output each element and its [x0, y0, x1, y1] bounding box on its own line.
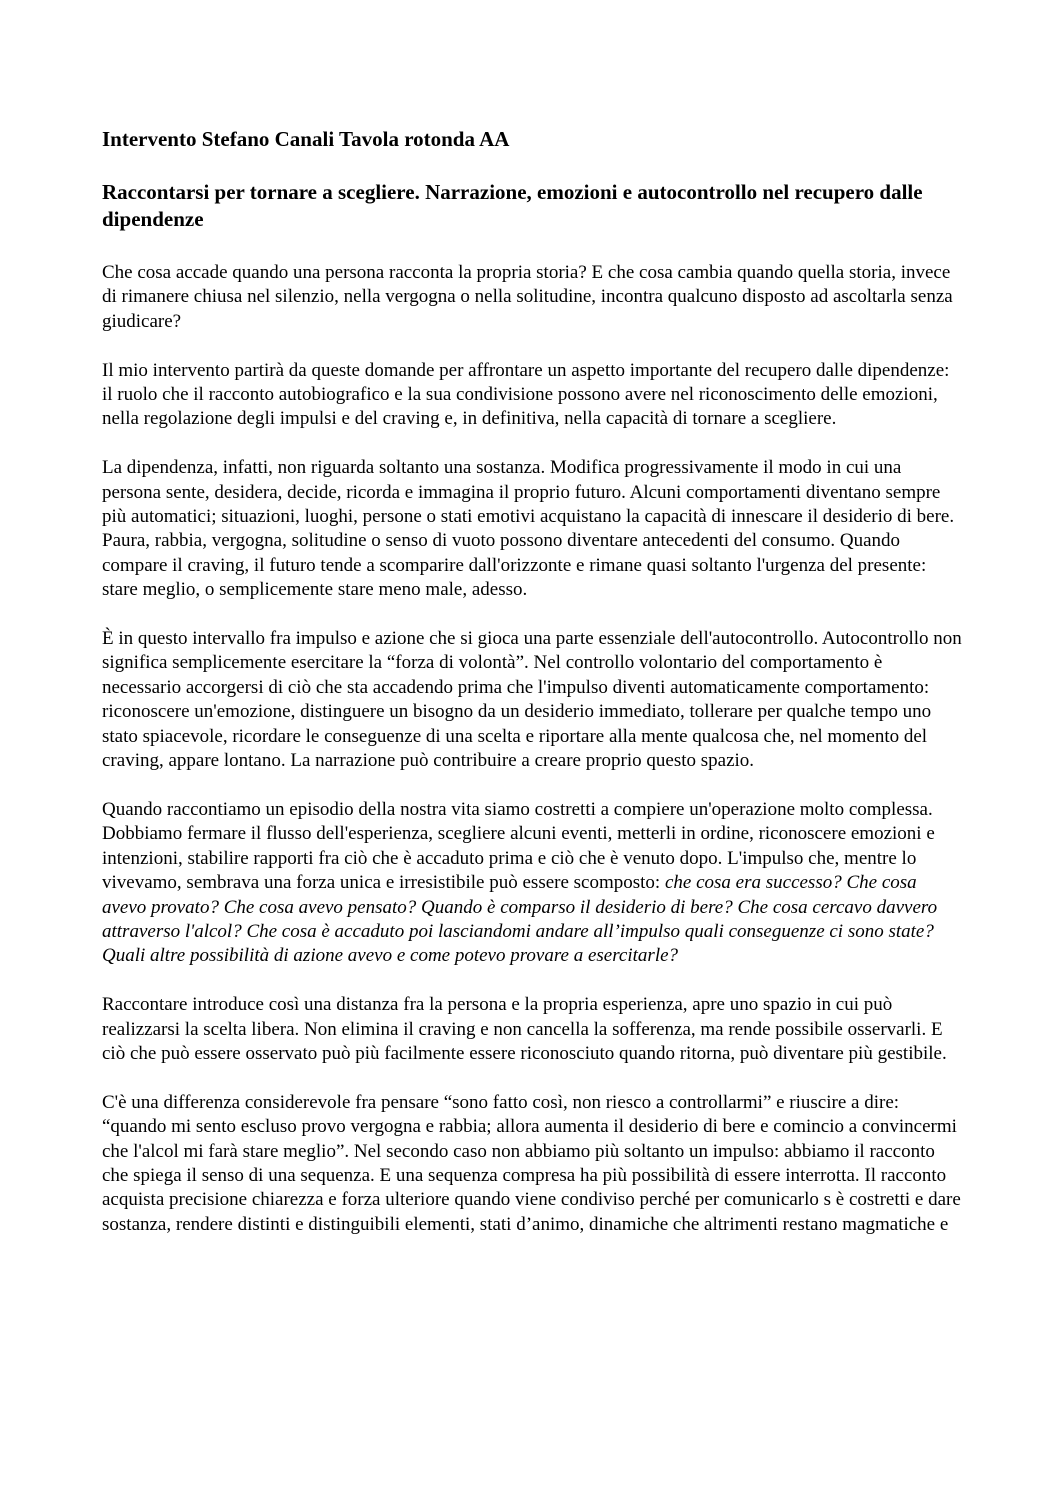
document-page: [102, 126, 962, 1262]
paragraph-3: La dipendenza, infatti, non riguarda soltanto una sostanza. Modifica progressivamente il modo in cui una persona sente, desidera, decide, ricorda e immagina il proprio futuro. Alcuni comportamenti diventano sempre più automatici; situazioni, luoghi, persone o stati emotivi acquistano la capacità di innescare il desiderio di bere. Paura, rabbia, vergogna, solitudine o senso di vuoto possono diventare antecedenti del consumo. Quando compare il craving, il futuro tende a scomparire dall'orizzonte e rimane quasi soltanto l'urgenza del presente: stare meglio, o semplicemente stare meno male, adesso.: [102, 457, 955, 601]
paragraph-1: Che cosa accade quando una persona racconta la propria storia? E che cosa cambia quando quella storia, invece di rimanere chiusa nel silenzio, nella vergogna o nella solitudine, incontra qualcuno disposto ad ascoltarla senza giudicare?: [102, 262, 953, 332]
paragraph-5-text: Quando raccontiamo un episodio della nostra vita siamo costretti a compiere un'operazione molto complessa. Dobbiamo fermare il flusso dell'esperienza, scegliere alcuni eventi, metterli in ordine, riconoscere emozioni e intenzioni, stabilire rapporti fra ciò che è accaduto prima e ciò che è venuto dopo. L'impulso che, mentre lo vivevamo, sembrava una forza unica e irresistibile può essere scomposto:: [102, 798, 935, 894]
document-title: Intervento Stefano Canali Tavola rotonda AA: [102, 127, 510, 151]
document-subtitle: Raccontarsi per tornare a scegliere. Narrazione, emozioni e autocontrollo nel recupero dalle dipendenze: [102, 180, 923, 231]
paragraph-5: [102, 798, 962, 969]
paragraph-6: Raccontare introduce così una distanza fra la persona e la propria esperienza, apre uno spazio in cui può realizzarsi la scelta libera. Non elimina il craving e non cancella la sofferenza, ma rende possibile osservarli. E ciò che può essere osservato può più facilmente essere riconosciuto quando ritorna, può diventare più gestibile.: [102, 994, 947, 1064]
paragraph-4: È in questo intervallo fra impulso e azione che si gioca una parte essenziale dell'autocontrollo. Autocontrollo non significa semplicemente esercitare la “forza di volontà”. Nel controllo volontario del comportamento è necessario accorgersi di ciò che sta accadendo prima che l'impulso diventi automaticamente comportamento: riconoscere un'emozione, distinguere un bisogno da un desiderio immediato, tollerare per qualche tempo uno stato spiacevole, ricordare le conseguenze di una scelta e riportare alla mente qualcosa che, nel momento del craving, appare lontano. La narrazione può contribuire a creare proprio questo spazio.: [102, 628, 962, 772]
paragraph-5-questions: che cosa era successo? Che cosa avevo provato? Che cosa avevo pensato? Quando è comparso il desiderio di bere? Che cosa cercavo davvero attraverso l'alcol? Che cosa è accaduto poi lasciandomi andare all’impulso quali conseguenze ci sono state? Quali altre possibilità di azione avevo e come potevo provare a esercitarle?: [102, 872, 938, 967]
paragraph-2: Il mio intervento partirà da queste domande per affrontare un aspetto importante del recupero dalle dipendenze: il ruolo che il racconto autobiografico e la sua condivisione possono avere nel riconoscimento delle emozioni, nella regolazione degli impulsi e del craving e, in definitiva, nella capacità di tornare a scegliere.: [102, 359, 950, 430]
paragraph-7: C'è una differenza considerevole fra pensare “sono fatto così, non riesco a controllarmi” e riuscire a dire: “quando mi sento escluso provo vergogna e rabbia; allora aumenta il desiderio di bere e comincio a convincermi che l'alcol mi farà stare meglio”. Nel secondo caso non abbiamo più soltanto un impulso: abbiamo il racconto che spiega il senso di una sequenza. E una sequenza compresa ha più possibilità di essere interrotta. Il racconto acquista precisione chiarezza e forza ulteriore quando viene condiviso perché per comunicarlo s è costretti e dare sostanza, rendere distinti e distinguibili elementi, stati d’animo, dinamiche che altrimenti restano magmatiche e: [102, 1091, 961, 1235]
